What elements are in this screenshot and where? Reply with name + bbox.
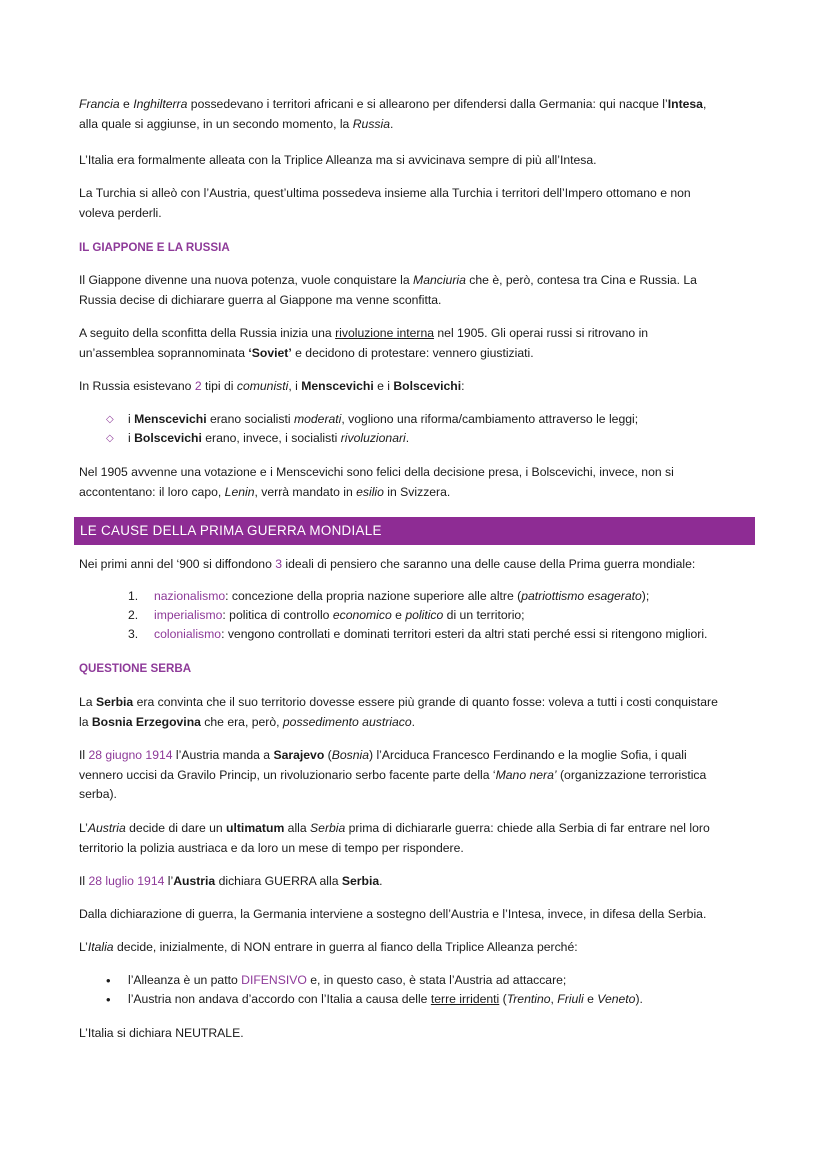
list-item: 2. imperialismo: politica di controllo economico e politico di un territorio; bbox=[128, 608, 525, 622]
serba-paragraph-2: Il 28 giugno 1914 l’Austria manda a Sarajevo (Bosnia) l’Arciduca Francesco Ferdinando e la moglie Sofia, i quali vennero uccisi da Gravilo Princip, un rivoluzionario serbo facente parte della ‘Mano nera’ (organizzazione terroristica serba). bbox=[79, 748, 707, 801]
serba-paragraph-5: Dalla dichiarazione di guerra, la Germania interviene a sostegno dell’Austria e l’Intesa, invece, in difesa della Serbia. bbox=[79, 907, 707, 921]
giappone-paragraph-4: Nel 1905 avvenne una votazione e i Menscevichi sono felici della decisione presa, i Bolscevichi, invece, non si accontentano: il loro capo, Lenin, verrà mandato in esilio in Svizzera. bbox=[79, 465, 674, 499]
serba-paragraph-6: L’Italia decide, inizialmente, di NON entrare in guerra al fianco della Triplice Alleanza perché: bbox=[79, 940, 578, 954]
intro-paragraph-3: La Turchia si alleò con l’Austria, quest’ultima possedeva insieme alla Turchia i territori dell’Impero ottomano e non voleva perderli. bbox=[79, 186, 691, 220]
cause-paragraph-1: Nei primi anni del ‘900 si diffondono 3 ideali di pensiero che saranno una delle cause della Prima guerra mondiale: bbox=[79, 557, 696, 571]
dot-bullet-icon: • bbox=[106, 973, 111, 988]
list-item: ◇ i Bolscevichi erano, invece, i socialisti rivoluzionari. bbox=[128, 429, 768, 449]
list-item: 1. nazionalismo: concezione della propria nazione superiore alle altre (patriottismo esagerato); bbox=[128, 589, 650, 603]
giappone-paragraph-2: A seguito della sconfitta della Russia inizia una rivoluzione interna nel 1905. Gli operai russi si ritrovano in un’assemblea soprannominata ‘Soviet’ e decidono di protestare: vennero giustiziati. bbox=[79, 326, 649, 360]
serba-paragraph-7: L’Italia si dichiara NEUTRALE. bbox=[79, 1026, 244, 1040]
giappone-paragraph-1: Il Giappone divenne una nuova potenza, vuole conquistare la Manciuria che è, però, contesa tra Cina e Russia. La Russia decise di dichiarare guerra al Giappone ma venne sconfitta. bbox=[79, 273, 697, 307]
diamond-bullet-icon: ◇ bbox=[106, 433, 114, 444]
list-item: • l’Alleanza è un patto DIFENSIVO e, in questo caso, è stata l’Austria ad attaccare; bbox=[128, 971, 768, 991]
intro-paragraph-1: Francia e Inghilterra possedevano i territori africani e si allearono per difendersi dalla Germania: qui nacque l’Intesa, alla quale si aggiunse, in un secondo momento, la Russia. bbox=[79, 97, 707, 131]
diamond-bullet-icon: ◇ bbox=[106, 414, 114, 425]
section-heading-giappone: IL GIAPPONE E LA RUSSIA bbox=[79, 241, 230, 254]
list-item: ◇ i Menscevichi erano socialisti moderati, vogliono una riforma/cambiamento attraverso le leggi; bbox=[128, 410, 768, 430]
dot-bullet-icon: • bbox=[106, 992, 111, 1007]
section-banner bbox=[74, 517, 755, 545]
list-item: • l’Austria non andava d’accordo con l’Italia a causa delle terre irridenti (Trentino, Friuli e Veneto). bbox=[128, 990, 768, 1010]
giappone-paragraph-3: In Russia esistevano 2 tipi di comunisti, i Menscevichi e i Bolscevichi: bbox=[79, 379, 465, 393]
section-heading-serba: QUESTIONE SERBA bbox=[79, 662, 192, 675]
list-item: 3. colonialismo: vengono controllati e dominati territori esteri da altri stati perché essi si ritengono migliori. bbox=[128, 627, 708, 641]
serba-paragraph-1: La Serbia era convinta che il suo territorio dovesse essere più grande di quanto fosse: voleva a tutti i costi conquistare la Bosnia Erzegovina che era, però, possedimento austriaco. bbox=[79, 695, 718, 729]
section-banner-title: LE CAUSE DELLA PRIMA GUERRA MONDIALE bbox=[80, 523, 382, 538]
intro-paragraph-2: L’Italia era formalmente alleata con la Triplice Alleanza ma si avvicinava sempre di più all’Intesa. bbox=[79, 153, 597, 167]
serba-paragraph-4: Il 28 luglio 1914 l’Austria dichiara GUERRA alla Serbia. bbox=[79, 874, 383, 888]
serba-paragraph-3: L’Austria decide di dare un ultimatum alla Serbia prima di dichiararle guerra: chiede alla Serbia di far entrare nel loro territorio la polizia austriaca e da loro un mese di tempo per rispondere. bbox=[79, 821, 710, 855]
